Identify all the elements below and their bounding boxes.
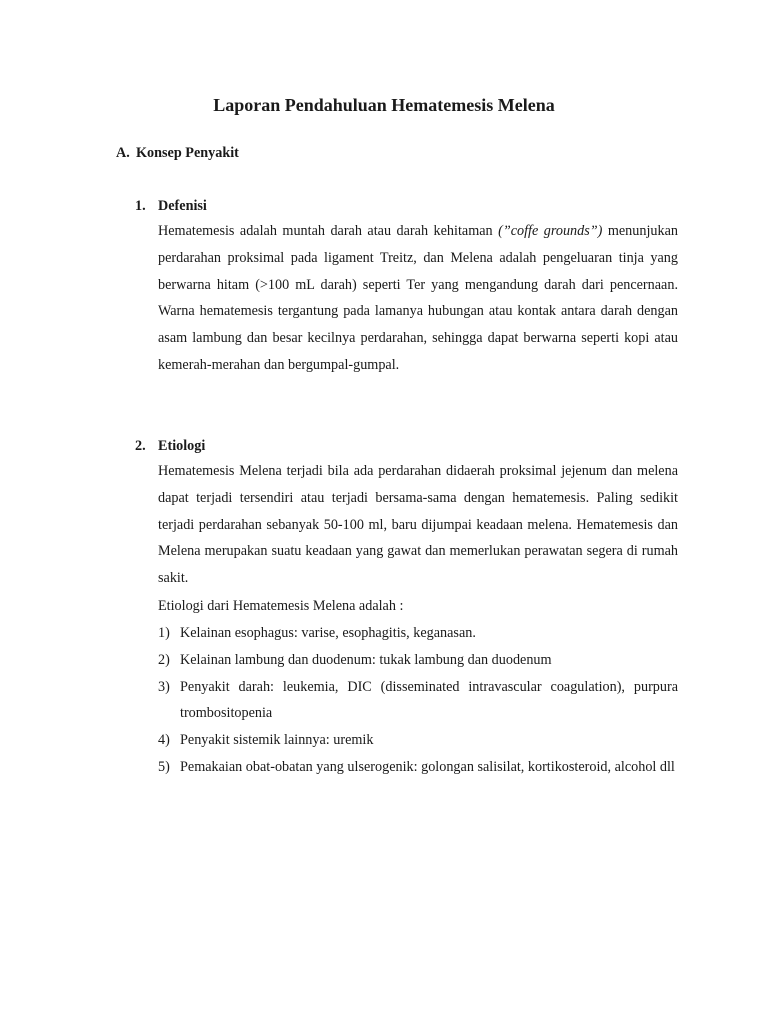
list-item — [158, 620, 678, 647]
subsection-2-number: 2. — [135, 438, 146, 454]
subsection-2-label: Etiologi — [158, 438, 206, 454]
etiology-paragraph: Hematemesis Melena terjadi bila ada perdarahan didaerah proksimal jejenum dan melena dapat terjadi tersendiri atau terjadi bersama-sama dengan hematemesis. Paling sedikit terjadi perdarahan sebanyak 50-100 ml, baru dijumpai keadaan melena. Hematemesis dan Melena merupakan suatu keadaan yang gawat dan memerlukan perawatan segera di rumah sakit. — [158, 463, 678, 587]
list-item-number: 5) — [158, 758, 170, 775]
etiology-list — [158, 620, 678, 781]
subsection-1-label: Defenisi — [158, 198, 207, 214]
list-item-number: 2) — [158, 651, 170, 668]
subsection-2-heading — [135, 436, 205, 456]
definition-text-start: Hematemesis adalah muntah darah atau darah kehitaman — [158, 223, 499, 239]
list-item-text: Penyakit sistemik lainnya: uremik — [180, 732, 374, 749]
list-item-number: 4) — [158, 732, 170, 749]
section-a-heading — [116, 143, 239, 163]
definition-italic-term: (”coffe grounds”) — [498, 223, 603, 239]
section-a-label: Konsep Penyakit — [136, 145, 239, 161]
list-item-text: Kelainan esophagus: varise, esophagitis, keganasan. — [180, 625, 476, 641]
list-item-text: Pemakaian obat-obatan yang ulserogenik: golongan salisilat, kortikosteroid, alcohol dll — [180, 758, 675, 775]
list-item-number: 1) — [158, 625, 170, 641]
list-item — [158, 647, 678, 674]
subsection-1-heading — [135, 196, 207, 216]
document-title: Laporan Pendahuluan Hematemesis Melena — [213, 95, 555, 115]
list-item-text: Penyakit darah: leukemia, DIC (disseminated intravascular coagulation), purpura trombositopenia — [180, 678, 678, 722]
definition-paragraph — [158, 218, 678, 379]
definition-text-rest: menunjukan perdarahan proksimal pada ligament Treitz, dan Melena adalah pengeluaran tinja yang berwarna hitam (>100 mL darah) seperti Ter yang mengandung darah dari pencernaan. Warna hematemesis tergantung pada lamanya hubungan atau kontak antara darah dengan asam lambung dan besar kecilnya perdarahan, sehingga dapat berwarna seperti kopi atau kemerah-merahan dan bergumpal-gumpal. — [158, 223, 678, 373]
list-item — [158, 674, 678, 728]
etiology-intro: Etiologi dari Hematemesis Melena adalah : — [158, 598, 404, 614]
list-item-text: Kelainan lambung dan duodenum: tukak lambung dan duodenum — [180, 651, 552, 668]
subsection-1-number: 1. — [135, 198, 146, 214]
list-item — [158, 754, 678, 781]
section-a-number: A. — [116, 145, 130, 161]
list-item-number: 3) — [158, 678, 170, 695]
list-item — [158, 727, 678, 754]
